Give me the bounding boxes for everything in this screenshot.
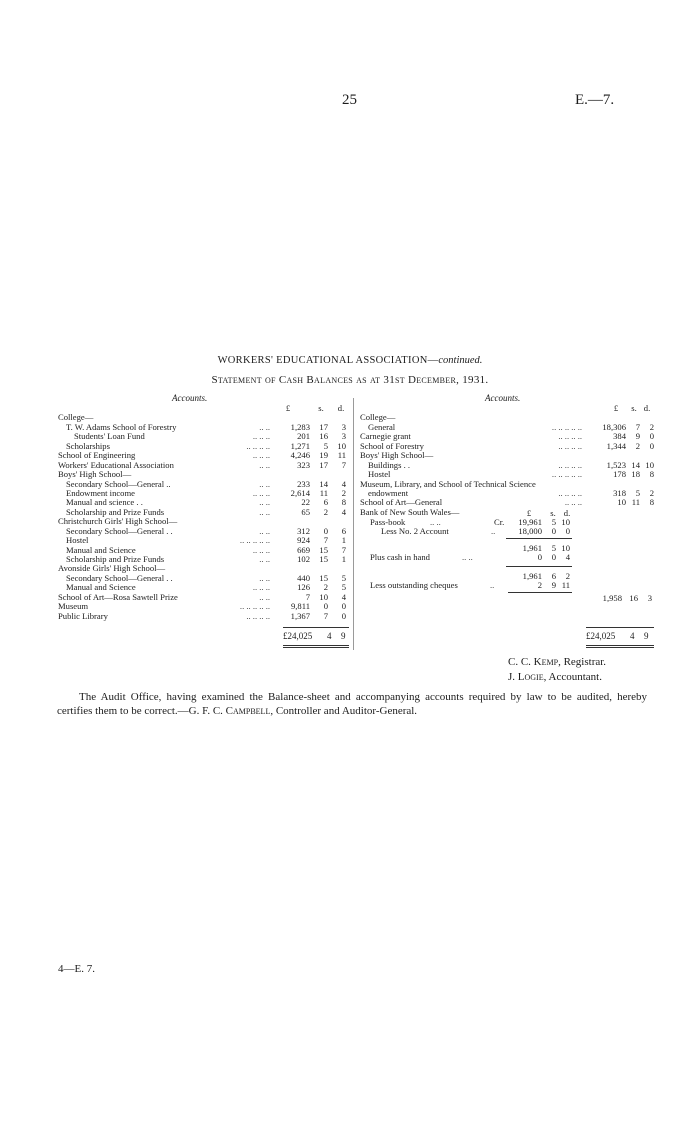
less-cheques-shillings: 9 [551,580,556,590]
shilling-header: s. [631,403,637,413]
pounds-cell: 178 [613,469,626,480]
pence-cell: 7 [341,459,346,470]
pence-cell: 8 [341,497,346,508]
title-suffix: continued. [438,355,483,366]
pence-header: d. [337,403,345,413]
bank-net-pence: 3 [647,593,652,603]
bank-plus-cash-row [370,552,610,562]
pence-cell: 0 [341,601,346,612]
statement-title [0,355,700,366]
pence-cell: 2 [649,421,654,432]
bank-shilling-header: s. [550,508,556,518]
shillings-cell: 16 [319,431,328,442]
shillings-cell: 18 [631,469,640,480]
bank-net-pounds: 1,958 [602,593,622,603]
less-cheques-dots: .. [490,580,495,590]
bank-net-row [592,593,654,603]
bank-less-cheques-row [370,580,610,590]
leader-dots: .. .. .. [252,582,270,593]
right-total-pounds: £24,025 [586,631,616,641]
subtotal1-pence: 10 [561,543,570,553]
account-label: Boys' High School— [360,450,434,461]
passbook-label: Pass-book [370,517,406,527]
leader-dots: .. .. [259,572,270,583]
bank-net-shillings: 16 [629,593,638,603]
less-cheques-label: Less outstanding cheques [370,580,458,590]
leader-dots: .. .. .. [252,487,270,498]
less-account-shillings: 0 [551,526,556,536]
pence-cell: 1 [341,554,346,564]
shillings-cell: 9 [635,431,640,442]
left-account-row [58,612,350,621]
pence-cell: 10 [645,459,654,470]
pounds-cell: 440 [297,572,310,583]
account-label: Hostel [66,535,89,546]
pounds-cell: 233 [297,478,310,489]
leader-dots: .. .. [259,421,270,432]
leader-dots: .. .. [259,591,270,602]
account-label: Endowment income [66,487,135,498]
less-cheques-pounds: 2 [537,580,542,590]
right-total-shillings: 4 [630,631,635,641]
auditor-title: , Controller and Auditor-General. [270,705,418,717]
account-label: Museum [58,601,89,612]
shillings-cell: 2 [323,506,328,517]
right-total-rule-bottom-2 [586,647,654,648]
leader-dots: .. .. .. [252,450,270,461]
shillings-cell: 0 [323,601,328,612]
passbook-pounds: 19,961 [518,517,542,527]
pence-cell: 10 [337,440,346,451]
accountant-title: , Accountant. [543,671,602,683]
account-label: College— [58,412,94,423]
pounds-cell: 384 [613,431,626,442]
pounds-cell: 102 [297,554,310,564]
pence-cell: 0 [649,440,654,451]
less-account-pence: 0 [565,526,570,536]
pence-cell: 7 [341,544,346,555]
plus-cash-shillings: 0 [551,552,556,562]
pence-cell: 6 [341,525,346,536]
right-grand-total [586,631,654,642]
account-label: Manual and Science [66,544,136,555]
account-label: Public Library [58,610,108,621]
pounds-cell: 18,306 [602,421,626,432]
pounds-cell: 323 [297,459,310,470]
less-cheques-pence: 11 [561,580,570,590]
right-total-rule-top [586,627,654,628]
title-main: WORKERS' EDUCATIONAL ASSOCIATION— [217,355,439,366]
leader-dots: .. .. .. .. .. [239,535,270,546]
right-account-row [360,461,654,470]
leader-dots: .. .. .. .. [246,440,270,451]
registrar-signature [508,656,606,668]
pounds-cell: 1,283 [290,421,310,432]
pence-cell: 1 [341,535,346,546]
shillings-cell: 2 [323,582,328,593]
account-label: T. W. Adams School of Forestry [66,421,177,432]
page-number: 25 [342,92,357,108]
leader-dots: .. .. .. [252,431,270,442]
pounds-cell: 10 [617,497,626,508]
pounds-cell: 1,523 [606,459,626,470]
shillings-cell: 15 [319,572,328,583]
right-accounts-column [360,404,654,517]
pounds-cell: 2,614 [290,487,310,498]
leader-dots: .. .. .. .. [558,440,582,451]
left-total-pounds: £24,025 [283,631,313,641]
left-total-rule-bottom-2 [283,647,349,648]
left-currency-header [58,404,350,413]
plus-cash-pounds: 0 [537,552,542,562]
account-label: School of Art—General [360,497,443,508]
shillings-cell: 7 [323,610,328,621]
pounds-cell: 126 [297,582,310,593]
pence-cell: 8 [649,497,654,508]
account-label: endowment [368,487,409,498]
statement-subtitle: Statement of Cash Balances as at 31st December, 1931. [211,374,489,386]
left-total-rule-top [283,627,349,628]
account-label: Hostel [368,469,391,480]
pence-cell: 4 [341,591,346,602]
plus-cash-dots: .. .. [462,552,473,562]
shillings-cell: 5 [635,487,640,498]
right-total-rule-bottom-1 [586,645,654,646]
pounds-cell: 669 [297,544,310,555]
less-account-dots: .. [491,526,496,536]
account-label: School of Engineering [58,450,136,461]
less-account-label: Less No. 2 Account [381,526,449,536]
pounds-cell: 65 [301,506,310,517]
accountant-name: J. Logie [508,671,544,683]
leader-dots: .. .. [259,478,270,489]
left-accounts-column [58,404,350,621]
account-label: Students' Loan Fund [74,431,145,442]
shillings-cell: 15 [319,544,328,555]
account-label: Secondary School—General .. [66,478,171,489]
accountant-signature [508,671,602,683]
account-label: Bank of New South Wales— [360,506,460,517]
leader-dots: .. .. .. [252,544,270,555]
audit-certificate [57,690,647,718]
shillings-cell: 7 [635,421,640,432]
subtotal1-shillings: 5 [551,543,556,553]
left-accounts-heading: Accounts. [172,393,208,403]
shillings-cell: 19 [319,450,328,461]
account-label: Buildings . . [368,459,411,470]
leader-dots: .. .. .. .. [558,431,582,442]
pence-cell: 2 [649,487,654,498]
passbook-dots: .. .. [430,517,441,527]
column-divider [353,398,354,650]
account-label: Carnegie grant [360,431,411,442]
leader-dots: .. .. [259,554,270,564]
pence-cell: 3 [341,431,346,442]
account-label: Manual and science . . [66,497,143,508]
pence-cell: 2 [341,487,346,498]
shillings-cell: 10 [319,591,328,602]
pounds-cell: 1,367 [290,610,310,621]
right-total-pence: 9 [644,631,649,641]
audit-text: The Audit Office, having examined the Balance-sheet and accompanying accounts required by law to be audited, hereby certifies them to be correct.— [57,691,647,717]
bank-pound-header: £ [526,508,532,518]
passbook-pence: 10 [561,517,570,527]
bank-net-rule [508,592,572,593]
shillings-cell: 7 [323,535,328,546]
leader-dots: .. .. .. .. .. [551,421,582,432]
pence-cell: 5 [341,572,346,583]
account-label: Museum, Library, and School of Technical Science [360,478,536,489]
pounds-cell: 22 [301,497,310,508]
account-label: Secondary School—General . . [66,572,173,583]
pence-cell: 11 [337,450,346,461]
subtotal2-pounds: 1,961 [522,571,542,581]
shillings-cell: 15 [319,554,328,564]
shillings-cell: 17 [319,459,328,470]
leader-dots: .. .. [259,497,270,508]
leader-dots: .. .. .. .. .. [551,469,582,480]
right-currency-header [360,404,654,413]
bank-subtotal-rule-2 [506,566,572,567]
bank-subtotal-rule-1 [506,538,572,539]
shillings-cell: 2 [635,440,640,451]
less-account-pounds: 18,000 [518,526,542,536]
account-label: General [368,421,396,432]
pence-cell: 0 [341,610,346,621]
subtotal1-pounds: 1,961 [522,543,542,553]
pounds-cell: 312 [297,525,310,536]
pence-cell: 5 [341,582,346,593]
leader-dots: .. .. [259,459,270,470]
pence-cell: 8 [649,469,654,480]
page-reference: E.—7. [575,92,615,108]
leader-dots: .. .. .. .. [246,610,270,621]
account-label: Scholarships [66,440,110,451]
leader-dots: .. .. [259,506,270,517]
left-total-shillings: 4 [327,631,332,641]
leader-dots: .. .. .. .. [558,459,582,470]
pounds-cell: 1,344 [606,440,626,451]
auditor-name: G. F. C. Campbell [188,705,271,717]
pound-header: £ [285,403,291,413]
pence-cell: 4 [341,506,346,517]
left-grand-total [283,631,349,642]
subtotal2-shillings: 6 [551,571,556,581]
pence-header: d. [643,403,651,413]
registrar-name: C. C. Kemp [508,656,559,668]
page-footer: 4—E. 7. [58,963,95,975]
account-label: School of Art—Rosa Sawtell Prize [58,591,178,602]
account-label: Workers' Educational Association [58,459,174,470]
shillings-cell: 14 [631,459,640,470]
account-label: School of Forestry [360,440,424,451]
pence-cell: 0 [649,431,654,442]
pounds-cell: 9,811 [290,601,310,612]
shillings-cell: 17 [319,421,328,432]
shillings-cell: 5 [323,440,328,451]
bank-less-account-row [381,526,621,536]
shillings-cell: 11 [319,487,328,498]
account-label: College— [360,412,396,423]
shillings-cell: 6 [323,497,328,508]
shilling-header: s. [318,403,324,413]
shillings-cell: 11 [631,497,640,508]
pounds-cell: 201 [297,431,310,442]
account-label: Manual and Science [66,582,136,593]
pence-cell: 3 [341,421,346,432]
bank-pence-header: d. [563,508,571,518]
account-label: Secondary School—General . . [66,525,173,536]
plus-cash-pence: 4 [565,552,570,562]
pounds-cell: 1,271 [290,440,310,451]
account-label: Christchurch Girls' High School— [58,516,178,527]
pounds-cell: 318 [613,487,626,498]
subtotal2-pence: 2 [565,571,570,581]
passbook-shillings: 5 [551,517,556,527]
shillings-cell: 14 [319,478,328,489]
left-total-pence: 9 [341,631,346,641]
pound-header: £ [613,403,619,413]
shillings-cell: 0 [323,525,328,536]
leader-dots: .. .. [259,525,270,536]
pounds-cell: 7 [305,591,310,602]
leader-dots: .. .. .. [564,497,582,508]
passbook-prefix: Cr. [494,517,505,527]
account-label: Scholarship and Prize Funds [66,506,165,517]
leader-dots: .. .. .. .. [558,487,582,498]
pounds-cell: 924 [297,535,310,546]
left-total-rule-bottom-1 [283,645,349,646]
plus-cash-label: Plus cash in hand [370,552,430,562]
registrar-title: , Registrar. [558,656,607,668]
account-label: Scholarship and Prize Funds [66,554,165,564]
account-label: Boys' High School— [58,469,132,480]
right-accounts-heading: Accounts. [485,393,521,403]
pounds-cell: 4,246 [290,450,310,461]
leader-dots: .. .. .. .. .. [239,601,270,612]
account-label: Avonside Girls' High School— [58,563,166,574]
pence-cell: 4 [341,478,346,489]
